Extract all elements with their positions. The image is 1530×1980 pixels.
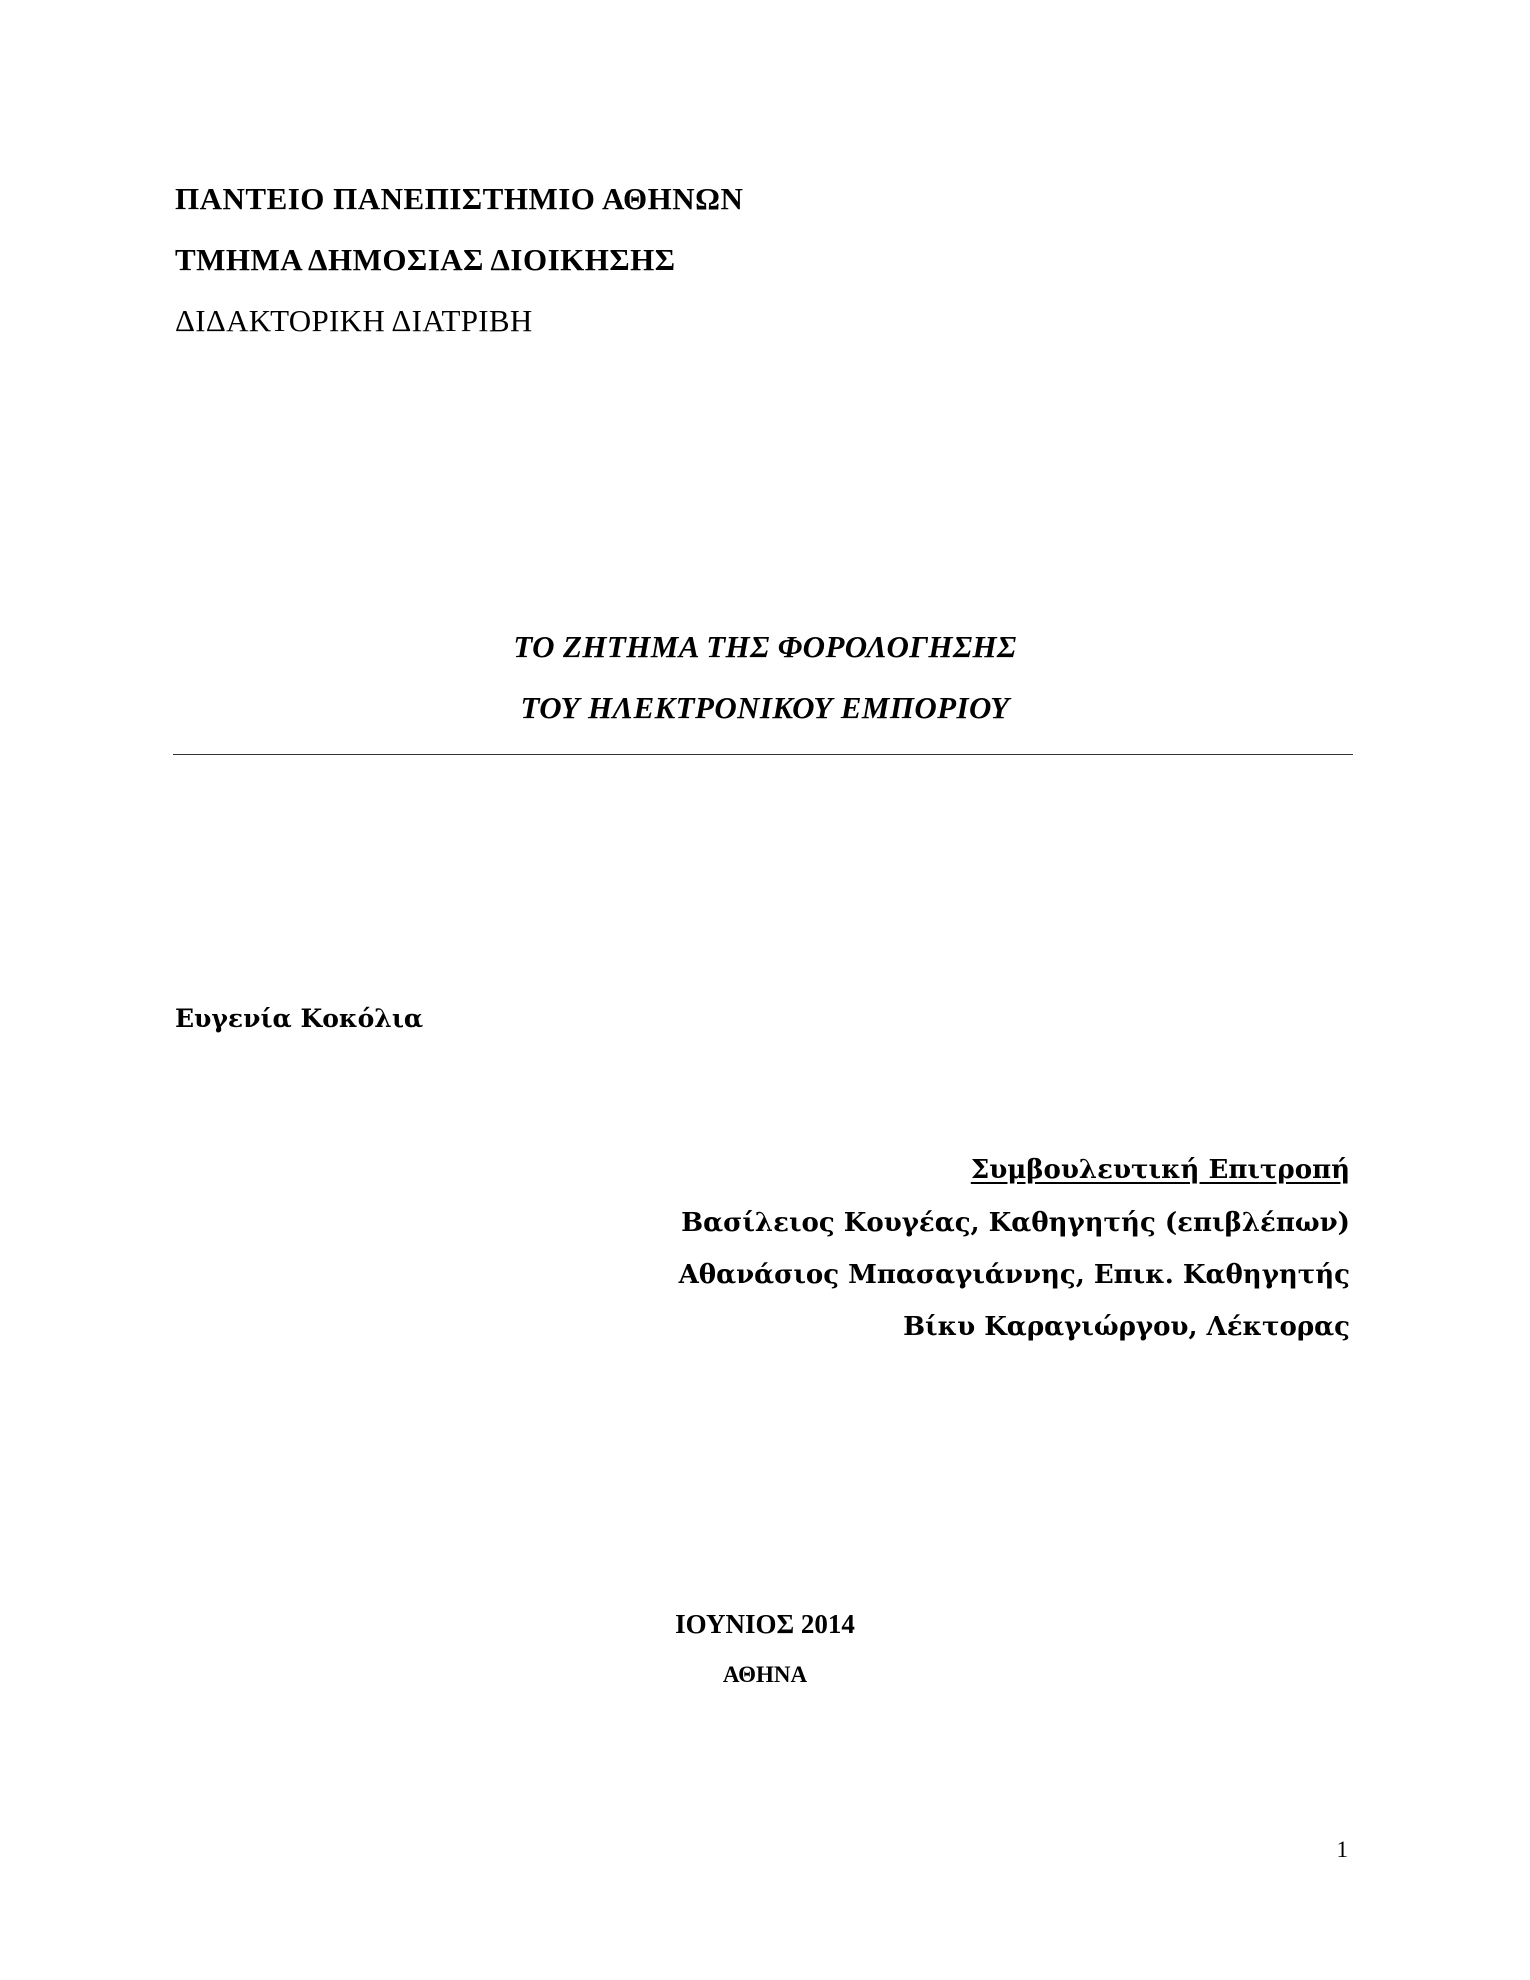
thesis-title-line-1: ΤΟ ΖΗΤΗΜΑ ΤΗΣ ΦΟΡΟΛΟΓΗΣΗΣ [513, 629, 1017, 664]
city-name: ΑΘΗΝΑ [722, 1662, 808, 1687]
submission-date: ΙΟΥΝΙΟΣ 2014 [675, 1609, 855, 1639]
university-name: ΠΑΝΤΕΙΟ ΠΑΝΕΠΙΣΤΗΜΙΟ ΑΘΗΝΩΝ [175, 181, 744, 216]
title-divider [173, 754, 1353, 755]
committee-member: Βίκυ Καραγιώργου, Λέκτορας [903, 1312, 1350, 1342]
page-number: 1 [1336, 1837, 1348, 1862]
document-type: ΔΙΔΑΚΤΟΡΙΚΗ ΔΙΑΤΡΙΒΗ [175, 303, 533, 338]
author-name: Ευγενία Κοκόλια [175, 1004, 424, 1033]
committee-member: Βασίλειος Κουγέας, Καθηγητής (επιβλέπων) [681, 1208, 1350, 1238]
committee-heading: Συμβουλευτική Επιτροπή [970, 1155, 1350, 1185]
department-name: ΤΜΗΜΑ ΔΗΜΟΣΙΑΣ ΔΙΟΙΚΗΣΗΣ [175, 242, 676, 277]
thesis-title-line-2: ΤΟΥ ΗΛΕΚΤΡΟΝΙΚΟΥ ΕΜΠΟΡΙΟΥ [520, 690, 1010, 725]
committee-member: Αθανάσιος Μπασαγιάννης, Επικ. Καθηγητής [678, 1260, 1350, 1290]
